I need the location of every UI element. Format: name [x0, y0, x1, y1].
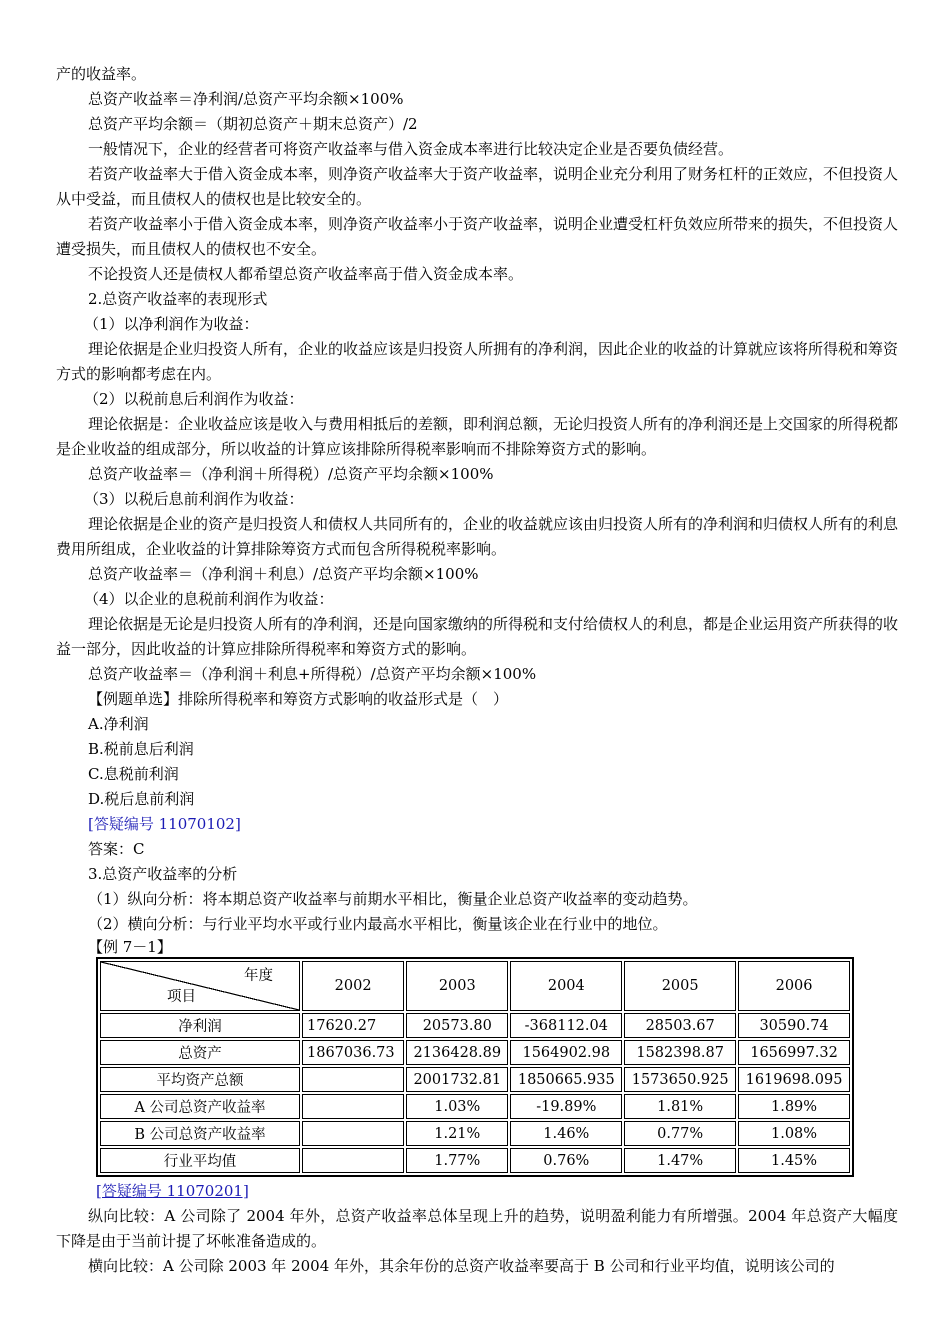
- subheading: （2）以税前息后利润作为收益：: [84, 390, 304, 408]
- table-cell: 1.89%: [738, 1094, 850, 1119]
- table-cell: 30590.74: [738, 1013, 850, 1038]
- formula-line: 总资产收益率＝（净利润＋利息+所得税）/总资产平均余额×100%: [88, 665, 537, 683]
- data-table: [96, 957, 854, 1177]
- option-c: C.息税前利润: [88, 765, 179, 783]
- subheading: （4）以企业的息税前利润作为收益：: [84, 590, 334, 608]
- table-row: [100, 1013, 850, 1038]
- table-cell: 1867036.73: [302, 1040, 404, 1065]
- table-cell: [302, 1121, 404, 1146]
- table-cell: 0.76%: [510, 1148, 622, 1173]
- corner-item-label: 项目: [167, 989, 196, 1005]
- table-cell: 1656997.32: [738, 1040, 850, 1065]
- qa-link[interactable]: [答疑编号 11070201]: [96, 1182, 249, 1200]
- paragraph: 若资产收益率小于借入资金成本率，则净资产收益率小于资产收益率，说明企业遭受杠杆负效应所带来的损失，不但投资人遭受损失，而且债权人的债权也不安全。: [56, 215, 899, 258]
- year-header: 2004: [510, 961, 622, 1011]
- table-cell: 0.77%: [624, 1121, 736, 1146]
- table-row: [100, 1040, 850, 1065]
- subheading: （3）以税后息前利润作为收益：: [84, 490, 304, 508]
- table-cell: 1573650.925: [624, 1067, 736, 1092]
- paragraph: 理论依据是企业归投资人所有，企业的收益应该是归投资人所拥有的净利润，因此企业的收益的计算就应该将所得税和筹资方式的影响都考虑在内。: [56, 340, 899, 383]
- paragraph: 不论投资人还是债权人都希望总资产收益率高于借入资金成本率。: [88, 265, 524, 283]
- year-header: 2006: [738, 961, 850, 1011]
- paragraph: 纵向比较：A 公司除了 2004 年外，总资产收益率总体呈现上升的趋势，说明盈利能力有所增强。2004 年总资产大幅度下降是由于当前计提了坏帐准备造成的。: [56, 1207, 898, 1250]
- table-cell: [302, 1148, 404, 1173]
- table-cell: 1.08%: [738, 1121, 850, 1146]
- table-cell: [302, 1094, 404, 1119]
- table-cell: 2136428.89: [406, 1040, 508, 1065]
- table-cell: 1.81%: [624, 1094, 736, 1119]
- option-d: D.税后息前利润: [88, 790, 195, 808]
- table-cell: -368112.04: [510, 1013, 622, 1038]
- formula-line: 总资产收益率＝净利润/总资产平均余额×100%: [88, 90, 404, 108]
- paragraph: 理论依据是无论是归投资人所有的净利润，还是向国家缴纳的所得税和支付给债权人的利息，都是企业运用资产所获得的收益一部分，因此收益的计算应排除所得税率和筹资方式的影响。: [56, 615, 899, 658]
- table-cell: 28503.67: [624, 1013, 736, 1038]
- qa-link[interactable]: [答疑编号 11070102]: [88, 815, 241, 833]
- table-cell: 2001732.81: [406, 1067, 508, 1092]
- answer: 答案：C: [88, 840, 145, 858]
- table-cell: [302, 1067, 404, 1092]
- section-heading: 2.总资产收益率的表现形式: [88, 290, 268, 308]
- example-label: 【例 7－1】: [88, 938, 172, 956]
- table-cell: 17620.27: [302, 1013, 404, 1038]
- row-label: 净利润: [100, 1013, 300, 1038]
- paragraph: 横向比较：A 公司除 2003 年 2004 年外，其余年份的总资产收益率要高于 B 公司和行业平均值，说明该公司的: [88, 1257, 835, 1275]
- paragraph: 若资产收益率大于借入资金成本率，则净资产收益率大于资产收益率，说明企业充分利用了财务杠杆的正效应，不但投资人从中受益，而且债权人的债权也是比较安全的。: [56, 165, 899, 208]
- question-stem: 【例题单选】排除所得税率和筹资方式影响的收益形式是（ ）: [88, 690, 509, 708]
- row-label: 总资产: [100, 1040, 300, 1065]
- table-cell: 1.47%: [624, 1148, 736, 1173]
- row-label: B 公司总资产收益率: [100, 1121, 300, 1146]
- section-heading: 3.总资产收益率的分析: [88, 865, 238, 883]
- table-cell: 1850665.935: [510, 1067, 622, 1092]
- year-header: 2002: [302, 961, 404, 1011]
- table-row: [100, 1067, 850, 1092]
- subheading: （1）以净利润作为收益：: [84, 315, 259, 333]
- text-line: 产的收益率。: [56, 65, 147, 83]
- row-label: 行业平均值: [100, 1148, 300, 1173]
- table-cell: 1.21%: [406, 1121, 508, 1146]
- table-cell: 1582398.87: [624, 1040, 736, 1065]
- table-row: [100, 1121, 850, 1146]
- table-cell: -19.89%: [510, 1094, 622, 1119]
- table-row: [100, 1094, 850, 1119]
- table-cell: 1564902.98: [510, 1040, 622, 1065]
- paragraph: （1）纵向分析：将本期总资产收益率与前期水平相比，衡量企业总资产收益率的变动趋势。: [88, 890, 698, 908]
- year-header: 2003: [406, 961, 508, 1011]
- corner-year-label: 年度: [244, 968, 273, 984]
- row-label: 平均资产总额: [100, 1067, 300, 1092]
- corner-cell: [100, 961, 300, 1011]
- table-cell: 1.03%: [406, 1094, 508, 1119]
- row-label: A 公司总资产收益率: [100, 1094, 300, 1119]
- table-cell: 20573.80: [406, 1013, 508, 1038]
- table-cell: 1.45%: [738, 1148, 850, 1173]
- paragraph: （2）横向分析：与行业平均水平或行业内最高水平相比，衡量该企业在行业中的地位。: [88, 915, 668, 933]
- table-cell: 1619698.095: [738, 1067, 850, 1092]
- table-cell: 1.46%: [510, 1121, 622, 1146]
- paragraph: 理论依据是企业的资产是归投资人和债权人共同所有的，企业的收益就应该由归投资人所有的净利润和归债权人所有的利息费用所组成，企业收益的计算排除筹资方式而包含所得税税率影响。: [56, 515, 899, 558]
- table-cell: 1.77%: [406, 1148, 508, 1173]
- formula-line: 总资产收益率＝（净利润＋所得税）/总资产平均余额×100%: [88, 465, 494, 483]
- formula-line: 总资产收益率＝（净利润＋利息）/总资产平均余额×100%: [88, 565, 479, 583]
- formula-line: 总资产平均余额＝（期初总资产＋期末总资产）/2: [88, 115, 418, 133]
- paragraph: 理论依据是：企业收益应该是收入与费用相抵后的差额，即利润总额，无论归投资人所有的净利润还是上交国家的所得税都是企业收益的组成部分，所以收益的计算应该排除所得税率影响而不排除筹资方式的影响。: [56, 415, 899, 458]
- table-row: [100, 1148, 850, 1173]
- table-header-row: [100, 961, 850, 1011]
- paragraph: 一般情况下，企业的经营者可将资产收益率与借入资金成本率进行比较决定企业是否要负债经营。: [88, 140, 734, 158]
- option-a: A.净利润: [88, 715, 149, 733]
- year-header: 2005: [624, 961, 736, 1011]
- option-b: B.税前息后利润: [88, 740, 194, 758]
